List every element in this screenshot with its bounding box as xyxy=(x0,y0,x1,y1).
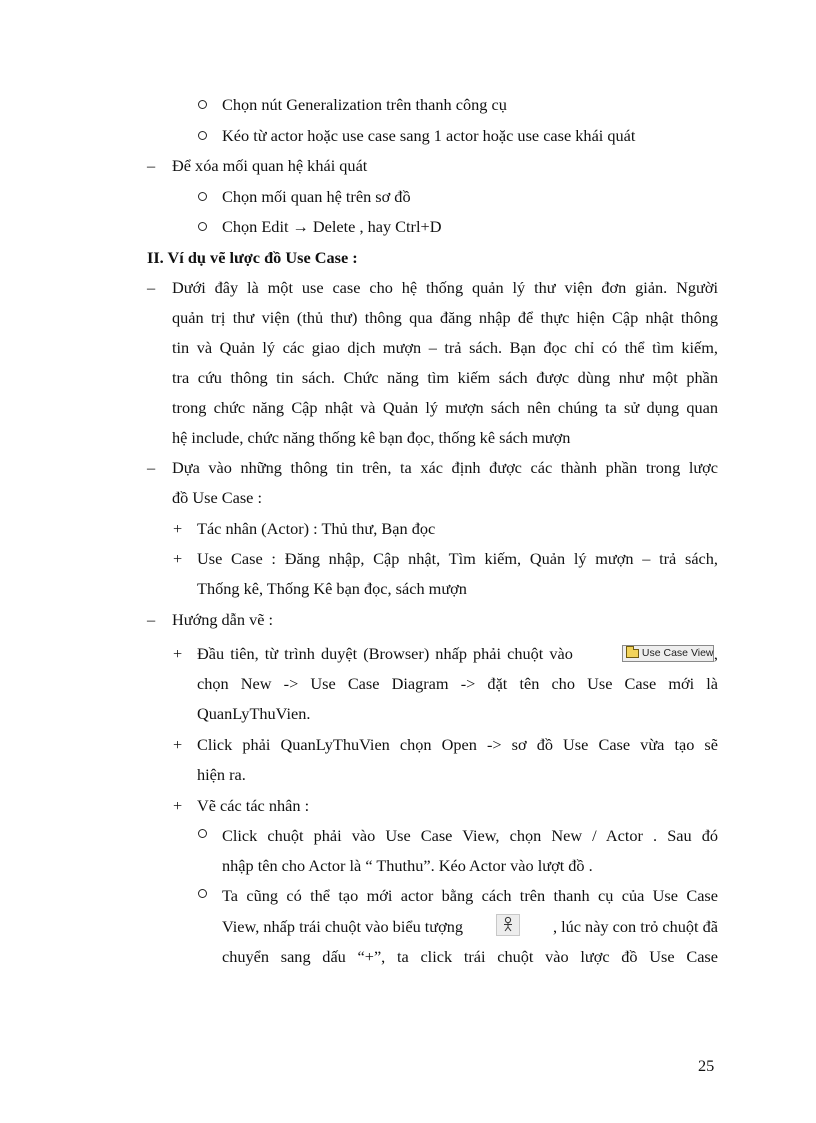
dash-bullet: – xyxy=(147,156,156,175)
list-item: Ta cũng có thể tạo mới actor bằng cách trên thanh cụ của Use Case xyxy=(222,886,718,905)
use-case-view-chip xyxy=(622,645,714,662)
paragraph-line: tin và Quản lý các giao dịch mượn – trả sách. Bạn đọc chỉ có thể tìm kiếm, xyxy=(172,338,718,357)
plus-bullet: + xyxy=(173,519,183,538)
list-item: Chọn mối quan hệ trên sơ đồ xyxy=(222,187,411,206)
paragraph-line: hệ include, chức năng thống kê bạn đọc, thống kê sách mượn xyxy=(172,428,571,447)
paragraph-line: đồ Use Case : xyxy=(172,488,262,507)
dash-bullet: – xyxy=(147,278,156,297)
list-item: Chọn nút Generalization trên thanh công cụ xyxy=(222,95,507,114)
circle-bullet xyxy=(198,222,207,231)
comma: , xyxy=(713,644,718,663)
paragraph-line: nhập tên cho Actor là “ Thuthu”. Kéo Actor vào lượt đồ . xyxy=(222,856,593,875)
paragraph-line: QuanLyThuVien. xyxy=(197,704,311,723)
list-item: Để xóa mối quan hệ khái quát xyxy=(172,156,368,175)
circle-bullet xyxy=(198,100,207,109)
paragraph-line: Dựa vào những thông tin trên, ta xác định được các thành phần trong lược xyxy=(172,458,718,477)
text-before-icon: View, nhấp trái chuột vào biểu tượng xyxy=(222,917,464,936)
list-item: Thống kê, Thống Kê bạn đọc, sách mượn xyxy=(197,579,467,598)
list-item: Chọn Edit → Delete , hay Ctrl+D xyxy=(222,217,442,236)
paragraph-line: trong chức năng Cập nhật và Quản lý mượn sách nên chúng ta sử dụng quan xyxy=(172,398,718,417)
list-item: Click chuột phải vào Use Case View, chọn New / Actor . Sau đó xyxy=(222,826,718,845)
paragraph-line: tra cứu thông tin sách. Chức năng tìm kiếm sách được dùng như một phần xyxy=(172,368,718,387)
list-item: Vẽ các tác nhân : xyxy=(197,796,310,815)
paragraph-line: hiện ra. xyxy=(197,765,246,784)
list-item: Click phải QuanLyThuVien chọn Open -> sơ đồ Use Case vừa tạo sẽ xyxy=(197,735,718,754)
plus-bullet: + xyxy=(173,644,183,663)
text-after-icon: , lúc này con trỏ chuột đã xyxy=(552,917,718,936)
paragraph-line: chọn New -> Use Case Diagram -> đặt tên cho Use Case mới là xyxy=(197,674,718,693)
list-item: Hướng dẫn vẽ : xyxy=(172,610,274,629)
actor-icon xyxy=(496,914,520,936)
circle-bullet xyxy=(198,192,207,201)
use-case-view-label: Use Case View xyxy=(641,646,714,659)
plus-bullet: + xyxy=(173,549,183,568)
paragraph-line: quản trị thư viện (thủ thư) thông qua đăng nhập để thực hiện Cập nhật thông xyxy=(172,308,718,327)
dash-bullet: – xyxy=(147,610,156,629)
paragraph-line: Dưới đây là một use case cho hệ thống quản lý thư viện đơn giản. Người xyxy=(172,278,718,297)
plus-bullet: + xyxy=(173,735,183,754)
paragraph-line: chuyển sang dấu “+”, ta click trái chuột vào lược đồ Use Case xyxy=(222,947,718,966)
list-item: Kéo từ actor hoặc use case sang 1 actor hoặc use case khái quát xyxy=(222,126,636,145)
paragraph-line xyxy=(222,917,718,937)
use-case-view-wrap xyxy=(622,644,718,664)
dash-bullet: – xyxy=(147,458,156,477)
list-item xyxy=(197,644,718,664)
list-item-text: Đầu tiên, từ trình duyệt (Browser) nhấp phải chuột vào xyxy=(197,644,573,663)
list-item: Tác nhân (Actor) : Thủ thư, Bạn đọc xyxy=(197,519,436,538)
circle-bullet xyxy=(198,889,207,898)
folder-icon xyxy=(626,649,639,658)
page-number: 25 xyxy=(698,1056,715,1075)
list-item: Use Case : Đăng nhập, Cập nhật, Tìm kiếm, Quản lý mượn – trả sách, xyxy=(197,549,718,568)
circle-bullet xyxy=(198,829,207,838)
circle-bullet xyxy=(198,131,207,140)
plus-bullet: + xyxy=(173,796,183,815)
section-heading: II. Ví dụ vẽ lược đồ Use Case : xyxy=(147,248,358,267)
